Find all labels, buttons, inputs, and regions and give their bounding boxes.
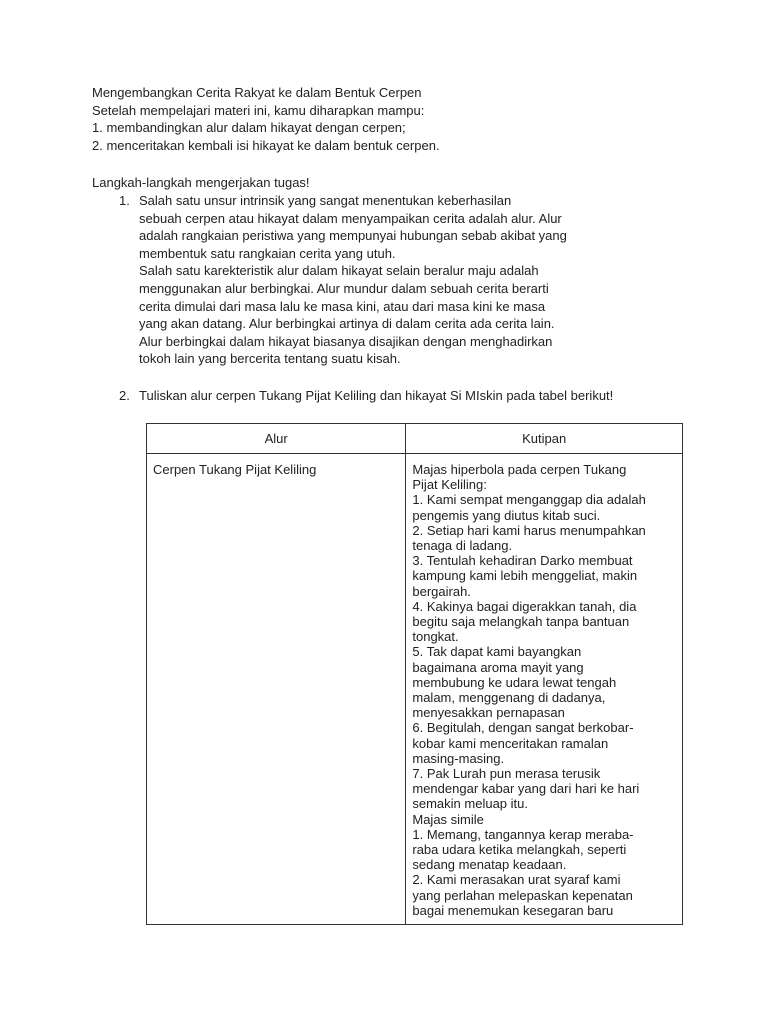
quote-line: mendengar kabar yang dari hari ke hari	[412, 781, 640, 797]
quote-line: yang perlahan melepaskan kepenatan	[412, 887, 633, 903]
quote-line: begitu saja melangkah tanpa bantuan	[412, 614, 630, 630]
quote-line: bergairah.	[412, 583, 471, 599]
quote-line: Pijat Keliling:	[412, 477, 487, 493]
quote-line: bagai menemukan kesegaran baru	[412, 902, 614, 918]
table-header-row	[147, 424, 683, 454]
quote-line: 7. Pak Lurah pun merasa terusik	[412, 766, 601, 782]
step-number: 2.	[119, 388, 130, 403]
steps-heading: Langkah-langkah mengerjakan tugas!	[92, 175, 310, 190]
step-line: adalah rangkaian peristiwa yang mempunyai hubungan sebab akibat yang	[139, 228, 567, 244]
step-line: cerita dimulai dari masa lalu ke masa kini, atau dari masa kini ke masa	[139, 298, 546, 314]
quote-line: 6. Begitulah, dengan sangat berkobar-	[412, 720, 634, 736]
step-line: menggunakan alur berbingkai. Alur mundur dalam sebuah cerita berarti	[139, 280, 549, 296]
quote-line: 1. Memang, tangannya kerap meraba-	[412, 826, 634, 842]
quote-line: tenaga di ladang.	[412, 538, 513, 554]
cell-kutipan	[406, 454, 683, 925]
document-title: Mengembangkan Cerita Rakyat ke dalam Bentuk Cerpen	[92, 85, 422, 100]
quote-line: tongkat.	[412, 629, 459, 645]
quote-line: 5. Tak dapat kami bayangkan	[412, 644, 582, 660]
quote-line: pengemis yang diutus kitab suci.	[412, 507, 601, 523]
quote-line: sedang menatap keadaan.	[412, 857, 567, 873]
quote-line: Majas simile	[412, 811, 484, 827]
quote-line: kampung kami lebih menggeliat, makin	[412, 568, 638, 584]
step-line: Salah satu unsur intrinsik yang sangat menentukan keberhasilan	[139, 193, 512, 208]
quote-line: semakin meluap itu.	[412, 796, 528, 812]
quote-line: 4. Kakinya bagai digerakkan tanah, dia	[412, 598, 637, 614]
objective-item: 2. menceritakan kembali isi hikayat ke dalam bentuk cerpen.	[92, 137, 440, 153]
header-kutipan: Kutipan	[406, 424, 683, 454]
quote-line: membubung ke udara lewat tengah	[412, 674, 617, 690]
step-line: sebuah cerpen atau hikayat dalam menyampaikan cerita adalah alur. Alur	[139, 210, 562, 226]
quote-line: 2. Setiap hari kami harus menumpahkan	[412, 522, 646, 538]
quote-line: kobar kami menceritakan ramalan	[412, 735, 609, 751]
alur-table	[146, 423, 683, 925]
table-row	[147, 454, 683, 925]
quote-line: masing-masing.	[412, 750, 505, 766]
quote-line: 1. Kami sempat menganggap dia adalah	[412, 492, 646, 508]
quote-line: Majas hiperbola pada cerpen Tukang	[412, 462, 627, 477]
quote-line: bagaimana aroma mayit yang	[412, 659, 584, 675]
step-2-text: Tuliskan alur cerpen Tukang Pijat Keliling dan hikayat Si MIskin pada tabel berikut!	[139, 388, 614, 403]
quote-line: menyesakkan pernapasan	[412, 705, 565, 721]
header-alur: Alur	[147, 424, 406, 454]
quote-line: 3. Tentulah kehadiran Darko membuat	[412, 553, 633, 569]
step-1-text	[139, 192, 567, 368]
quote-line: 2. Kami merasakan urat syaraf kami	[412, 872, 621, 888]
step-line: yang akan datang. Alur berbingkai artinya di dalam cerita ada cerita lain.	[139, 316, 555, 332]
objective-item: 1. membandingkan alur dalam hikayat dengan cerpen;	[92, 120, 406, 136]
intro-subtitle: Setelah mempelajari materi ini, kamu diharapkan mampu:	[92, 102, 425, 118]
step-line: membentuk satu rangkaian cerita yang utuh.	[139, 245, 396, 261]
quote-line: raba udara ketika melangkah, seperti	[412, 842, 627, 858]
step-number: 1.	[119, 193, 130, 208]
step-line: Alur berbingkai dalam hikayat biasanya disajikan dengan menghadirkan	[139, 333, 553, 349]
step-line: tokoh lain yang bercerita tentang suatu kisah.	[139, 351, 401, 367]
cell-alur: Cerpen Tukang Pijat Keliling	[147, 454, 406, 925]
step-line: Salah satu karekteristik alur dalam hikayat selain beralur maju adalah	[139, 263, 539, 279]
intro-section	[92, 84, 440, 154]
quote-line: malam, menggenang di dadanya,	[412, 690, 606, 706]
